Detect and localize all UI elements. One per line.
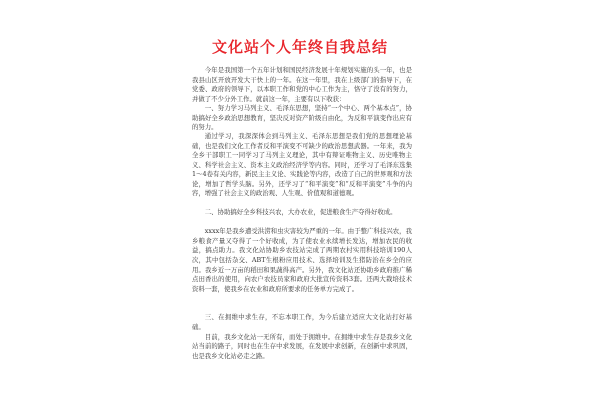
paragraph-section-2-body: xxxx年是我乡遭受洪涝和虫灾害较为严重的一年。由于整广科技兴农，我乡粮食产量又夺得了一个好收成，为了使农业永续增长发达，增加农民的收益，搞点助力。我文化站协助乡农技站完成了两期农村实用科技培训190人次，其中包括杂交、ABT生根粉应用技术、选择培训及生猪防治在乡全的应用。我乡近一万亩的稻田和果蔬得高产。另外，我文化站还协助乡政府推广稀点田香出的使用，向农户农技员家和政府大批宣传资料3套。还两大栽培技术资料一套，使我乡在农业和政府所要求的任务单方完成了。 (192, 227, 412, 293)
paragraph-section-3-body: 目前，我乡文化站一无所有，而处于拥维中。在拥维中求生存是我乡文化站当前的路子，同时也在生存中求发展，在发展中求创新，在创新中求巩固，也是我乡文化站必走之路。 (192, 332, 412, 360)
paragraph-intro: 今年是我国第一个五年计划和国民经济发展十年规划实施的头一年，也是我县山区开放开发大干快上的一年。在这一年里，我在上级部门的指导下，在党委、政府的领导下，以本职工作和党的中心工作为主，恪守了没有的努力，并做了不少分外工作。就前这一年，主要有以下收获： (192, 66, 412, 103)
paragraph-section-3-heading: 三、在拥维中求生存，不忘本职工作，为今后建立适应大文化站打好基础。 (192, 313, 412, 332)
paragraph-section-2-heading: 二、协助搞好全乡科技兴农，大办农业，促进粮食生产夺得好收成。 (204, 208, 397, 217)
paragraph-section-1-heading: 一、努力学习马列主义、毛泽东思想，坚持“一个中心、两个基本点”，协助搞好全乡政治思想教育，坚决反对资产阶级自由化，为反和平演变作出应有的努力。 (192, 104, 412, 132)
paragraph-section-1-body: 通过学习，我深深体会到马列主义、毛泽东思想是我们党的思想理论基础，也是我们文化工作者反和平演变不可缺少的政治思想武器。一年来，我为全乡干部职工一同学习了马列主义理论，其中有辩证唯物主义、历史唯物主义、科学社会主义、资本主义政治经济学等内容。同时，还学习了毛泽东选集1～4卷有关内容，新民主主义论、实践论等内容，改造了自己的世界观和方法论，增加了哲学头脑。另外，还学习了“和平演变”和“反和平演变”斗争的内容，增强了社会主义的政治观、人生观、价值观和道德观。 (192, 132, 412, 198)
document-body (192, 66, 412, 361)
document-title: 文化站个人年终自我总结 (211, 38, 388, 56)
